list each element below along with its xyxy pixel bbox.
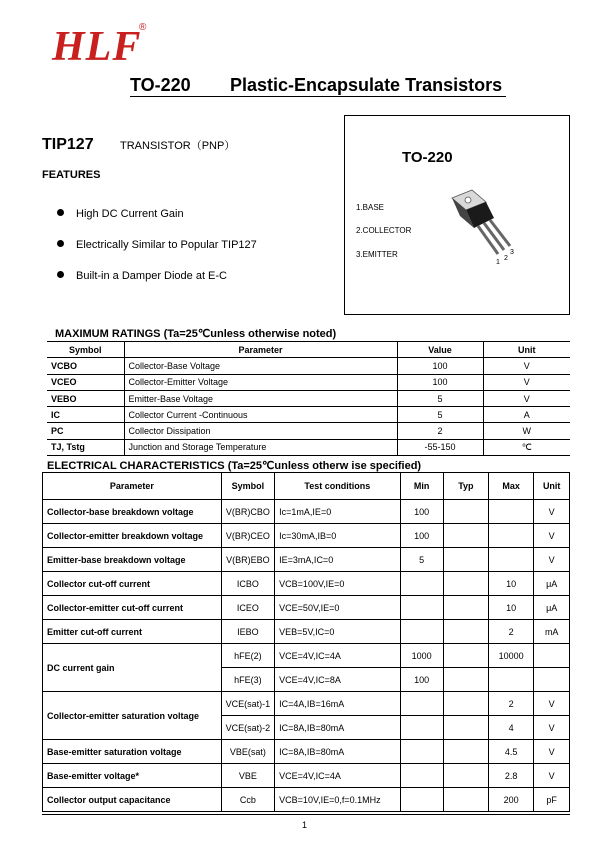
- symbol-cell: IEBO: [221, 620, 275, 644]
- typ-cell: [443, 548, 488, 572]
- unit-cell: V: [534, 764, 570, 788]
- min-cell: [400, 716, 443, 740]
- page-number: 1: [302, 820, 308, 830]
- column-header: Typ: [443, 473, 488, 500]
- parameter-cell: Base-emitter voltage*: [43, 764, 222, 788]
- parameter-cell: Collector-Base Voltage: [124, 358, 397, 374]
- symbol-cell: ICBO: [221, 572, 275, 596]
- value-cell: 5: [397, 390, 483, 406]
- pin-label: 2.COLLECTOR: [356, 226, 412, 235]
- condition-cell: VCE=4V,IC=4A: [275, 644, 400, 668]
- symbol-cell: V(BR)EBO: [221, 548, 275, 572]
- table-row: [43, 692, 570, 716]
- max-cell: [488, 548, 533, 572]
- symbol-cell: V(BR)CEO: [221, 524, 275, 548]
- value-cell: 5: [397, 407, 483, 423]
- package-title: TO-220: [402, 149, 453, 166]
- table-row: [43, 524, 570, 548]
- symbol-cell: IC: [47, 407, 124, 423]
- unit-cell: μA: [534, 596, 570, 620]
- parameter-cell: Collector output capacitance: [43, 788, 222, 812]
- column-header: Min: [400, 473, 443, 500]
- table-row: [43, 572, 570, 596]
- electrical-heading: ELECTRICAL CHARACTERISTICS (Ta=25℃unless otherw ise specified): [47, 460, 422, 472]
- condition-cell: IC=8A,IB=80mA: [275, 740, 400, 764]
- parameter-cell: Collector-emitter breakdown voltage: [43, 524, 222, 548]
- typ-cell: [443, 716, 488, 740]
- to220-package-icon: [438, 188, 518, 268]
- unit-cell: V: [483, 358, 570, 374]
- table-row: [47, 374, 570, 390]
- pin-number: 3: [510, 249, 514, 256]
- table-row: [47, 439, 570, 455]
- electrical-characteristics-table: [42, 472, 570, 812]
- table-row: [43, 740, 570, 764]
- table-row: [47, 390, 570, 406]
- condition-cell: IC=8A,IB=80mA: [275, 716, 400, 740]
- condition-cell: Ic=30mA,IB=0: [275, 524, 400, 548]
- parameter-cell: Collector-emitter cut-off current: [43, 596, 222, 620]
- min-cell: [400, 740, 443, 764]
- table-row: [47, 407, 570, 423]
- condition-cell: IE=3mA,IC=0: [275, 548, 400, 572]
- condition-cell: VCE=4V,IC=8A: [275, 668, 400, 692]
- table-row: [43, 548, 570, 572]
- feature-item: [57, 239, 257, 251]
- bullet-icon: [57, 271, 64, 278]
- pin-number: 2: [504, 255, 508, 262]
- unit-cell: V: [534, 740, 570, 764]
- pin-label: 1.BASE: [356, 203, 385, 212]
- typ-cell: [443, 740, 488, 764]
- condition-cell: VCE=50V,IE=0: [275, 596, 400, 620]
- unit-cell: V: [534, 548, 570, 572]
- max-ratings-heading: MAXIMUM RATINGS (Ta=25℃unless otherwise noted): [55, 328, 337, 340]
- column-header: Value: [397, 342, 483, 358]
- condition-cell: VEB=5V,IC=0: [275, 620, 400, 644]
- column-header: Symbol: [47, 342, 124, 358]
- column-header: Unit: [534, 473, 570, 500]
- condition-cell: VCB=100V,IE=0: [275, 572, 400, 596]
- part-type: TRANSISTOR（PNP）: [120, 140, 236, 152]
- condition-cell: IC=4A,IB=16mA: [275, 692, 400, 716]
- symbol-cell: VEBO: [47, 390, 124, 406]
- max-cell: [488, 668, 533, 692]
- page-title: Plastic-Encapsulate Transistors: [230, 75, 503, 95]
- unit-cell: mA: [534, 620, 570, 644]
- feature-text: Built-in a Damper Diode at E-C: [76, 270, 228, 282]
- parameter-cell: Emitter-base breakdown voltage: [43, 548, 222, 572]
- feature-text: Electrically Similar to Popular TIP127: [76, 239, 257, 251]
- table-row: [43, 644, 570, 668]
- parameter-cell: Collector-base breakdown voltage: [43, 500, 222, 524]
- min-cell: 100: [400, 524, 443, 548]
- max-cell: 10: [488, 596, 533, 620]
- unit-cell: V: [483, 374, 570, 390]
- max-cell: 4.5: [488, 740, 533, 764]
- company-logo: HLF: [52, 24, 142, 70]
- feature-text: High DC Current Gain: [76, 208, 184, 220]
- condition-cell: VCE=4V,IC=4A: [275, 764, 400, 788]
- parameter-cell: Emitter-Base Voltage: [124, 390, 397, 406]
- table-row: [43, 500, 570, 524]
- table-row: [43, 620, 570, 644]
- typ-cell: [443, 572, 488, 596]
- features-heading: FEATURES: [42, 169, 101, 181]
- min-cell: [400, 596, 443, 620]
- unit-cell: V: [534, 692, 570, 716]
- symbol-cell: VBE(sat): [221, 740, 275, 764]
- max-cell: 10000: [488, 644, 533, 668]
- table-row: [43, 764, 570, 788]
- table-row: [43, 596, 570, 620]
- value-cell: 100: [397, 374, 483, 390]
- symbol-cell: VCE(sat)-2: [221, 716, 275, 740]
- max-cell: 2: [488, 692, 533, 716]
- parameter-cell: Collector cut-off current: [43, 572, 222, 596]
- condition-cell: Ic=1mA,IE=0: [275, 500, 400, 524]
- pin-label: 3.EMITTER: [356, 250, 398, 259]
- table-row: [43, 788, 570, 812]
- min-cell: 100: [400, 668, 443, 692]
- min-cell: [400, 572, 443, 596]
- typ-cell: [443, 644, 488, 668]
- column-header: Unit: [483, 342, 570, 358]
- max-cell: 2: [488, 620, 533, 644]
- parameter-cell: Base-emitter saturation voltage: [43, 740, 222, 764]
- symbol-cell: VCEO: [47, 374, 124, 390]
- max-cell: 10: [488, 572, 533, 596]
- table-header-row: [47, 342, 570, 358]
- pin-number: 1: [496, 259, 500, 266]
- symbol-cell: VCBO: [47, 358, 124, 374]
- typ-cell: [443, 668, 488, 692]
- bullet-icon: [57, 240, 64, 247]
- typ-cell: [443, 788, 488, 812]
- condition-cell: VCB=10V,IE=0,f=0.1MHz: [275, 788, 400, 812]
- max-cell: 4: [488, 716, 533, 740]
- parameter-cell: DC current gain: [43, 644, 222, 692]
- value-cell: 2: [397, 423, 483, 439]
- unit-cell: pF: [534, 788, 570, 812]
- symbol-cell: Ccb: [221, 788, 275, 812]
- value-cell: -55-150: [397, 439, 483, 455]
- min-cell: [400, 620, 443, 644]
- max-cell: [488, 500, 533, 524]
- min-cell: [400, 692, 443, 716]
- feature-item: [57, 270, 227, 282]
- parameter-cell: Collector-emitter saturation voltage: [43, 692, 222, 740]
- symbol-cell: hFE(2): [221, 644, 275, 668]
- min-cell: 100: [400, 500, 443, 524]
- table-row: [47, 358, 570, 374]
- table-header-row: [43, 473, 570, 500]
- symbol-cell: VCE(sat)-1: [221, 692, 275, 716]
- parameter-cell: Collector-Emitter Voltage: [124, 374, 397, 390]
- unit-cell: W: [483, 423, 570, 439]
- footer-rule: [42, 814, 570, 815]
- min-cell: [400, 788, 443, 812]
- min-cell: [400, 764, 443, 788]
- unit-cell: ℃: [483, 439, 570, 455]
- title-underline: [130, 96, 506, 97]
- bullet-icon: [57, 209, 64, 216]
- unit-cell: μA: [534, 572, 570, 596]
- max-cell: 2.8: [488, 764, 533, 788]
- column-header: Max: [488, 473, 533, 500]
- column-header: Symbol: [221, 473, 275, 500]
- table-row: [47, 423, 570, 439]
- symbol-cell: V(BR)CBO: [221, 500, 275, 524]
- min-cell: 1000: [400, 644, 443, 668]
- unit-cell: [534, 644, 570, 668]
- parameter-cell: Collector Dissipation: [124, 423, 397, 439]
- typ-cell: [443, 524, 488, 548]
- unit-cell: V: [534, 524, 570, 548]
- parameter-cell: Emitter cut-off current: [43, 620, 222, 644]
- column-header: Test conditions: [275, 473, 400, 500]
- registered-mark: ®: [139, 22, 147, 33]
- typ-cell: [443, 596, 488, 620]
- unit-cell: V: [483, 390, 570, 406]
- typ-cell: [443, 500, 488, 524]
- title-package: TO-220: [130, 75, 191, 95]
- typ-cell: [443, 764, 488, 788]
- parameter-cell: Junction and Storage Temperature: [124, 439, 397, 455]
- parameter-cell: Collector Current -Continuous: [124, 407, 397, 423]
- min-cell: 5: [400, 548, 443, 572]
- unit-cell: A: [483, 407, 570, 423]
- symbol-cell: PC: [47, 423, 124, 439]
- max-cell: [488, 524, 533, 548]
- feature-item: [57, 208, 184, 220]
- part-number: TIP127: [42, 136, 94, 153]
- max-cell: 200: [488, 788, 533, 812]
- typ-cell: [443, 620, 488, 644]
- unit-cell: V: [534, 716, 570, 740]
- typ-cell: [443, 692, 488, 716]
- symbol-cell: VBE: [221, 764, 275, 788]
- unit-cell: V: [534, 500, 570, 524]
- column-header: Parameter: [124, 342, 397, 358]
- column-header: Parameter: [43, 473, 222, 500]
- unit-cell: [534, 668, 570, 692]
- symbol-cell: TJ, Tstg: [47, 439, 124, 455]
- max-ratings-table: [47, 341, 570, 456]
- symbol-cell: hFE(3): [221, 668, 275, 692]
- symbol-cell: ICEO: [221, 596, 275, 620]
- value-cell: 100: [397, 358, 483, 374]
